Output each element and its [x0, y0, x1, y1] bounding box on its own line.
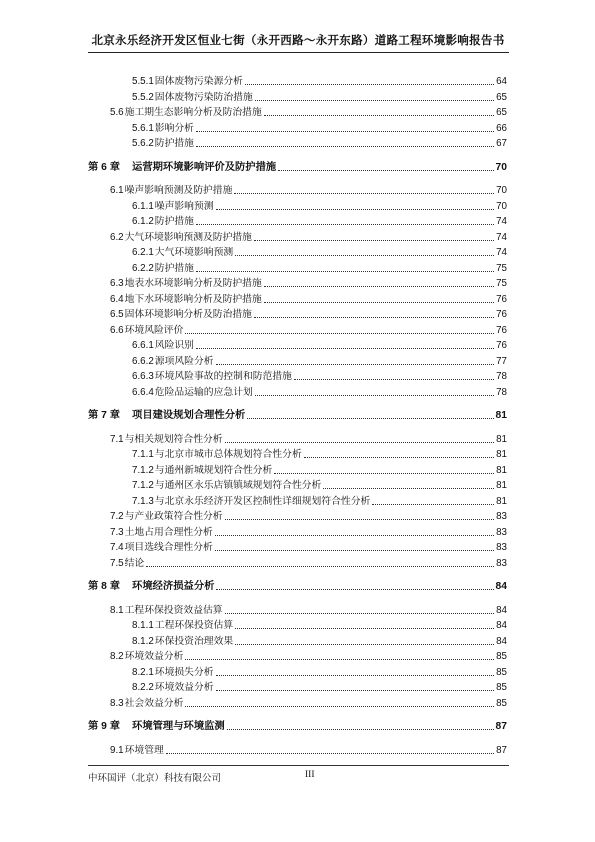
toc-page-number: 76 [496, 324, 507, 336]
toc-entry-title: 环境效益分析 [124, 651, 184, 662]
toc-leader-dots [255, 395, 494, 396]
toc-entry[interactable] [110, 509, 507, 523]
toc-entry-title: 防护措施 [154, 138, 194, 149]
toc-entry-number: 8.1 [110, 604, 124, 616]
toc-entry-label [88, 580, 214, 593]
toc-entry-label [110, 278, 262, 290]
toc-entry-title: 环境经济损益分析 [132, 580, 215, 592]
toc-entry[interactable] [110, 603, 507, 617]
toc-entry-title: 环境风险评价 [124, 324, 184, 336]
toc-page-number: 81 [496, 433, 507, 445]
toc-entry-title: 项目选线合理性分析 [124, 542, 213, 553]
toc-entry[interactable] [132, 385, 507, 399]
toc-entry-label [132, 449, 302, 461]
toc-entry-number: 8.2 [110, 651, 124, 662]
toc-entry-title: 噪声影响预测及防护措施 [124, 185, 233, 196]
toc-entry-number: 5.5.2 [132, 91, 154, 103]
toc-leader-dots [247, 418, 493, 419]
toc-entry[interactable] [132, 74, 507, 88]
toc-leader-dots [278, 170, 493, 171]
toc-leader-dots [196, 131, 494, 132]
toc-leader-dots [166, 753, 494, 754]
toc-entry-title: 工程环保投资效益估算 [124, 604, 223, 616]
toc-entry-number: 7.1 [110, 433, 124, 445]
toc-entry-number: 7.1.2 [132, 480, 154, 491]
toc-entry[interactable] [132, 121, 507, 135]
toc-page-number: 70 [496, 200, 507, 212]
toc-leader-dots [216, 675, 495, 676]
toc-page-number: 84 [495, 581, 507, 592]
toc-page-number: 76 [496, 309, 507, 320]
toc-entry-label [110, 745, 164, 757]
toc-entry-label [88, 720, 225, 733]
toc-entry-label [110, 185, 232, 197]
toc-entry-label [132, 356, 214, 368]
toc-entry-label [132, 247, 233, 259]
toc-entry-title: 源项风险分析 [154, 355, 214, 367]
toc-entry-label [132, 76, 243, 88]
toc-entry-number: 6.4 [110, 293, 124, 305]
toc-entry[interactable] [132, 369, 507, 383]
toc-entry-title: 大气环境影响预测 [154, 247, 234, 258]
toc-entry-number: 7.5 [110, 557, 124, 569]
toc-entry-number: 9.1 [110, 744, 124, 756]
toc-entry-number: 5.6.2 [132, 138, 154, 149]
toc-entry-number: 6.2.1 [132, 247, 154, 258]
toc-entry[interactable] [110, 696, 507, 710]
toc-entry-number: 7.3 [110, 526, 124, 538]
toc-page-number: 81 [495, 410, 507, 421]
toc-entry-label [132, 496, 370, 508]
toc-entry-number: 6.1.2 [132, 216, 154, 227]
toc-entry-number: 第 7 章 [88, 410, 121, 421]
toc-entry-label [132, 92, 253, 104]
toc-entry-title: 风险识别 [154, 340, 194, 351]
toc-entry-number: 8.2.1 [132, 666, 154, 678]
toc-page-number: 81 [496, 449, 507, 460]
toc-page-number: 75 [496, 278, 507, 289]
toc-entry[interactable] [110, 556, 507, 570]
toc-entry-label [132, 387, 253, 399]
toc-entry-label [132, 636, 233, 648]
toc-leader-dots [245, 84, 494, 85]
toc-entry-label [110, 651, 183, 663]
toc-entry-label [110, 527, 213, 539]
toc-page-number: 81 [496, 480, 507, 491]
toc-leader-dots [372, 504, 494, 505]
toc-leader-dots [235, 255, 494, 256]
toc-page-number: 85 [496, 682, 507, 693]
toc-entry[interactable] [110, 323, 507, 337]
toc-entry[interactable] [132, 665, 507, 679]
toc-leader-dots [225, 442, 495, 443]
toc-leader-dots [294, 379, 494, 380]
toc-entry[interactable] [110, 292, 507, 306]
toc-entry-label [132, 138, 194, 150]
toc-entry-title: 环境风险事故的控制和防范措施 [154, 371, 292, 382]
toc-entry[interactable] [132, 214, 507, 228]
toc-page-number: 84 [496, 635, 507, 647]
toc-chapter-entry[interactable] [88, 719, 507, 733]
footer-page-number: III [305, 770, 315, 780]
toc-entry-title: 项目建设规划合理性分析 [132, 409, 246, 421]
toc-page-number: 83 [496, 526, 507, 538]
toc-entry-number: 第 6 章 [88, 161, 121, 173]
toc-leader-dots [255, 100, 494, 101]
toc-entry-title: 与通州区永乐店镇镇域规划符合性分析 [154, 480, 322, 491]
toc-entry-label [132, 480, 321, 492]
toc-entry-title: 环境损失分析 [154, 666, 214, 678]
toc-leader-dots [254, 240, 494, 241]
toc-leader-dots [274, 473, 494, 474]
toc-leader-dots [216, 589, 493, 590]
toc-entry-label [132, 682, 214, 694]
toc-entry[interactable] [132, 494, 507, 508]
toc-page-number: 81 [496, 464, 507, 476]
toc-entry-title: 环境效益分析 [154, 682, 214, 693]
toc-entry-number: 6.6.1 [132, 340, 154, 351]
toc-page-number: 78 [496, 386, 507, 398]
toc-entry-title: 社会效益分析 [124, 697, 184, 709]
toc-leader-dots [215, 550, 494, 551]
toc-leader-dots [234, 193, 494, 194]
toc-page-number: 84 [496, 604, 507, 616]
toc-entry[interactable] [132, 354, 507, 368]
toc-entry-title: 土地占用合理性分析 [124, 526, 213, 538]
toc-leader-dots [216, 364, 495, 365]
toc-page-number: 74 [496, 231, 507, 243]
toc-entry[interactable] [110, 649, 507, 663]
toc-leader-dots [235, 644, 494, 645]
toc-leader-dots [264, 286, 494, 287]
toc-entry-label [132, 371, 292, 383]
toc-entry-label [110, 542, 213, 554]
toc-page-number: 65 [496, 91, 507, 103]
running-header: 北京永乐经济开发区恒业七街（永开西路～永开东路）道路工程环境影响报告书 [91, 33, 505, 47]
toc-leader-dots [196, 348, 494, 349]
toc-entry-number: 8.1.2 [132, 635, 154, 647]
toc-page-number: 76 [496, 293, 507, 305]
footer-company: 中环国评（北京）科技有限公司 [88, 773, 222, 784]
toc-entry-number: 5.6 [110, 107, 124, 118]
toc-entry-title: 危险品运输的应急计划 [154, 386, 253, 398]
toc-leader-dots [235, 628, 494, 629]
toc-entry-label [132, 620, 233, 632]
toc-chapter-entry[interactable] [88, 408, 507, 422]
toc-entry-label [132, 667, 214, 679]
toc-entry-number: 6.6.2 [132, 355, 154, 367]
toc-entry-title: 噪声影响预测 [154, 200, 214, 212]
toc-page-number: 74 [496, 216, 507, 227]
toc-page-number: 78 [496, 371, 507, 382]
toc-entry-number: 6.2 [110, 231, 124, 243]
toc-entry-title: 固体环境影响分析及防治措施 [124, 309, 252, 320]
toc-entry-number: 6.2.2 [132, 262, 154, 274]
toc-chapter-entry[interactable] [88, 579, 507, 593]
toc-leader-dots [215, 535, 494, 536]
toc-entry-number: 7.1.2 [132, 464, 154, 476]
toc-entry-number: 第 9 章 [88, 721, 121, 732]
toc-entry[interactable] [132, 447, 507, 461]
toc-entry-label [110, 232, 252, 244]
toc-leader-dots [196, 271, 494, 272]
toc-page-number: 84 [496, 620, 507, 631]
toc-page-number: 83 [496, 511, 507, 522]
toc-entry-label [88, 409, 245, 422]
toc-entry-number: 8.1.1 [132, 620, 154, 631]
toc-page-number: 67 [496, 138, 507, 149]
toc-entry[interactable] [132, 261, 507, 275]
toc-entry-title: 工程环保投资估算 [154, 620, 234, 631]
toc-entry-number: 7.1.1 [132, 449, 154, 460]
toc-page-number: 64 [496, 76, 507, 87]
toc-page-number: 87 [496, 744, 507, 756]
toc-entry-title: 运营期环境影响评价及防护措施 [132, 160, 277, 173]
toc-entry-label [110, 434, 223, 446]
toc-entry-number: 7.1.3 [132, 495, 154, 507]
toc-entry-title: 防护措施 [154, 262, 194, 274]
toc-entry-label [88, 161, 276, 174]
toc-leader-dots [146, 566, 494, 567]
toc-entry-title: 与相关规划符合性分析 [124, 433, 223, 445]
toc-entry-label [110, 698, 183, 710]
toc-leader-dots [264, 302, 494, 303]
toc-entry[interactable] [132, 136, 507, 150]
toc-entry[interactable] [132, 478, 507, 492]
toc-entry-label [132, 201, 214, 213]
toc-entry-label [132, 263, 194, 275]
toc-entry-title: 防护措施 [154, 216, 194, 227]
toc-entry-label [110, 511, 223, 523]
toc-entry-number: 7.4 [110, 542, 124, 553]
toc-entry[interactable] [132, 634, 507, 648]
toc-entry-label [110, 605, 223, 617]
toc-entry-title: 环境管理 [124, 744, 164, 756]
toc-page-number: 74 [496, 247, 507, 258]
toc-entry[interactable] [132, 463, 507, 477]
toc-entry-label [132, 123, 194, 135]
toc-entry[interactable] [132, 618, 507, 632]
toc-entry[interactable] [132, 680, 507, 694]
toc-page-number: 70 [495, 161, 507, 173]
toc-leader-dots [264, 115, 494, 116]
header-rule [88, 52, 509, 53]
toc-page-number: 83 [496, 542, 507, 553]
toc-entry-number: 6.6 [110, 324, 124, 336]
toc-page-number: 65 [496, 107, 507, 118]
toc-entry-label [132, 465, 272, 477]
toc-leader-dots [225, 519, 495, 520]
toc-leader-dots [304, 457, 494, 458]
toc-entry[interactable] [110, 105, 507, 119]
toc-leader-dots [227, 729, 494, 730]
toc-page-number: 70 [496, 185, 507, 196]
toc-entry-number: 5.6.1 [132, 122, 154, 134]
toc-entry[interactable] [110, 432, 507, 446]
toc-entry-title: 地下水环境影响分析及防护措施 [124, 293, 262, 305]
toc-entry-label [110, 107, 262, 119]
toc-leader-dots [185, 706, 494, 707]
toc-page-number: 85 [496, 651, 507, 662]
toc-leader-dots [196, 146, 494, 147]
toc-entry-label [132, 340, 194, 352]
toc-page-number: 85 [496, 666, 507, 678]
toc-entry-number: 6.5 [110, 309, 124, 320]
toc-page-number: 81 [496, 495, 507, 507]
toc-leader-dots [254, 317, 494, 318]
toc-entry-label [110, 309, 252, 321]
toc-entry[interactable] [110, 183, 507, 197]
toc-entry-number: 5.5.1 [132, 76, 154, 87]
toc-entry-number: 6.6.3 [132, 371, 154, 382]
toc-entry-label [110, 294, 262, 306]
toc-entry-title: 与产业政策符合性分析 [124, 511, 223, 522]
toc-entry-number: 6.1 [110, 185, 124, 196]
toc-page-number: 66 [496, 122, 507, 134]
toc-page-number: 77 [496, 355, 507, 367]
toc-entry-label [110, 325, 183, 337]
toc-entry[interactable] [132, 90, 507, 104]
toc-page-number: 75 [496, 262, 507, 274]
toc-entry-title: 施工期生态影响分析及防治措施 [124, 107, 262, 118]
toc-entry-title: 与北京永乐经济开发区控制性详细规划符合性分析 [154, 495, 371, 507]
toc-entry-label [132, 216, 194, 228]
toc-entry[interactable] [110, 230, 507, 244]
toc-entry-number: 8.3 [110, 697, 124, 709]
toc-entry-title: 与通州新城规划符合性分析 [154, 464, 273, 476]
toc-entry-title: 环境管理与环境监测 [132, 720, 225, 732]
toc-page-number: 85 [496, 697, 507, 709]
toc-entry[interactable] [132, 199, 507, 213]
toc-entry-number: 8.2.2 [132, 682, 154, 693]
toc-entry-title: 固体废物污染源分析 [154, 76, 243, 87]
toc-entry[interactable] [110, 540, 507, 554]
toc-leader-dots [185, 333, 494, 334]
toc-leader-dots [216, 209, 495, 210]
toc-entry-number: 7.2 [110, 511, 124, 522]
toc-entry[interactable] [110, 525, 507, 539]
toc-leader-dots [323, 488, 494, 489]
toc-page-number: 83 [496, 557, 507, 569]
toc-entry[interactable] [110, 743, 507, 757]
toc-entry-title: 环保投资治理效果 [154, 635, 234, 647]
toc-entry-title: 与北京市城市总体规划符合性分析 [154, 449, 302, 460]
toc-entry-title: 结论 [124, 557, 145, 569]
toc-leader-dots [225, 613, 495, 614]
toc-entry[interactable] [110, 307, 507, 321]
toc-entry[interactable] [132, 245, 507, 259]
toc-entry-number: 6.1.1 [132, 200, 154, 212]
toc-entry[interactable] [110, 276, 507, 290]
toc-chapter-entry[interactable] [88, 160, 507, 174]
toc-entry-number: 第 8 章 [88, 581, 121, 592]
toc-entry-title: 大气环境影响预测及防护措施 [124, 231, 252, 243]
toc-entry[interactable] [132, 338, 507, 352]
toc-entry-title: 固体废物污染防治措施 [154, 91, 253, 103]
footer-rule [88, 765, 509, 766]
toc-leader-dots [216, 690, 495, 691]
toc-page-number: 87 [495, 721, 507, 732]
toc-page-number: 76 [496, 340, 507, 351]
toc-leader-dots [185, 659, 494, 660]
toc-entry-title: 地表水环境影响分析及防护措施 [124, 278, 262, 289]
toc-entry-label [110, 558, 144, 570]
toc-entry-title: 影响分析 [154, 122, 194, 134]
toc-entry-number: 6.6.4 [132, 386, 154, 398]
toc-leader-dots [196, 224, 494, 225]
toc-entry-number: 6.3 [110, 278, 124, 289]
